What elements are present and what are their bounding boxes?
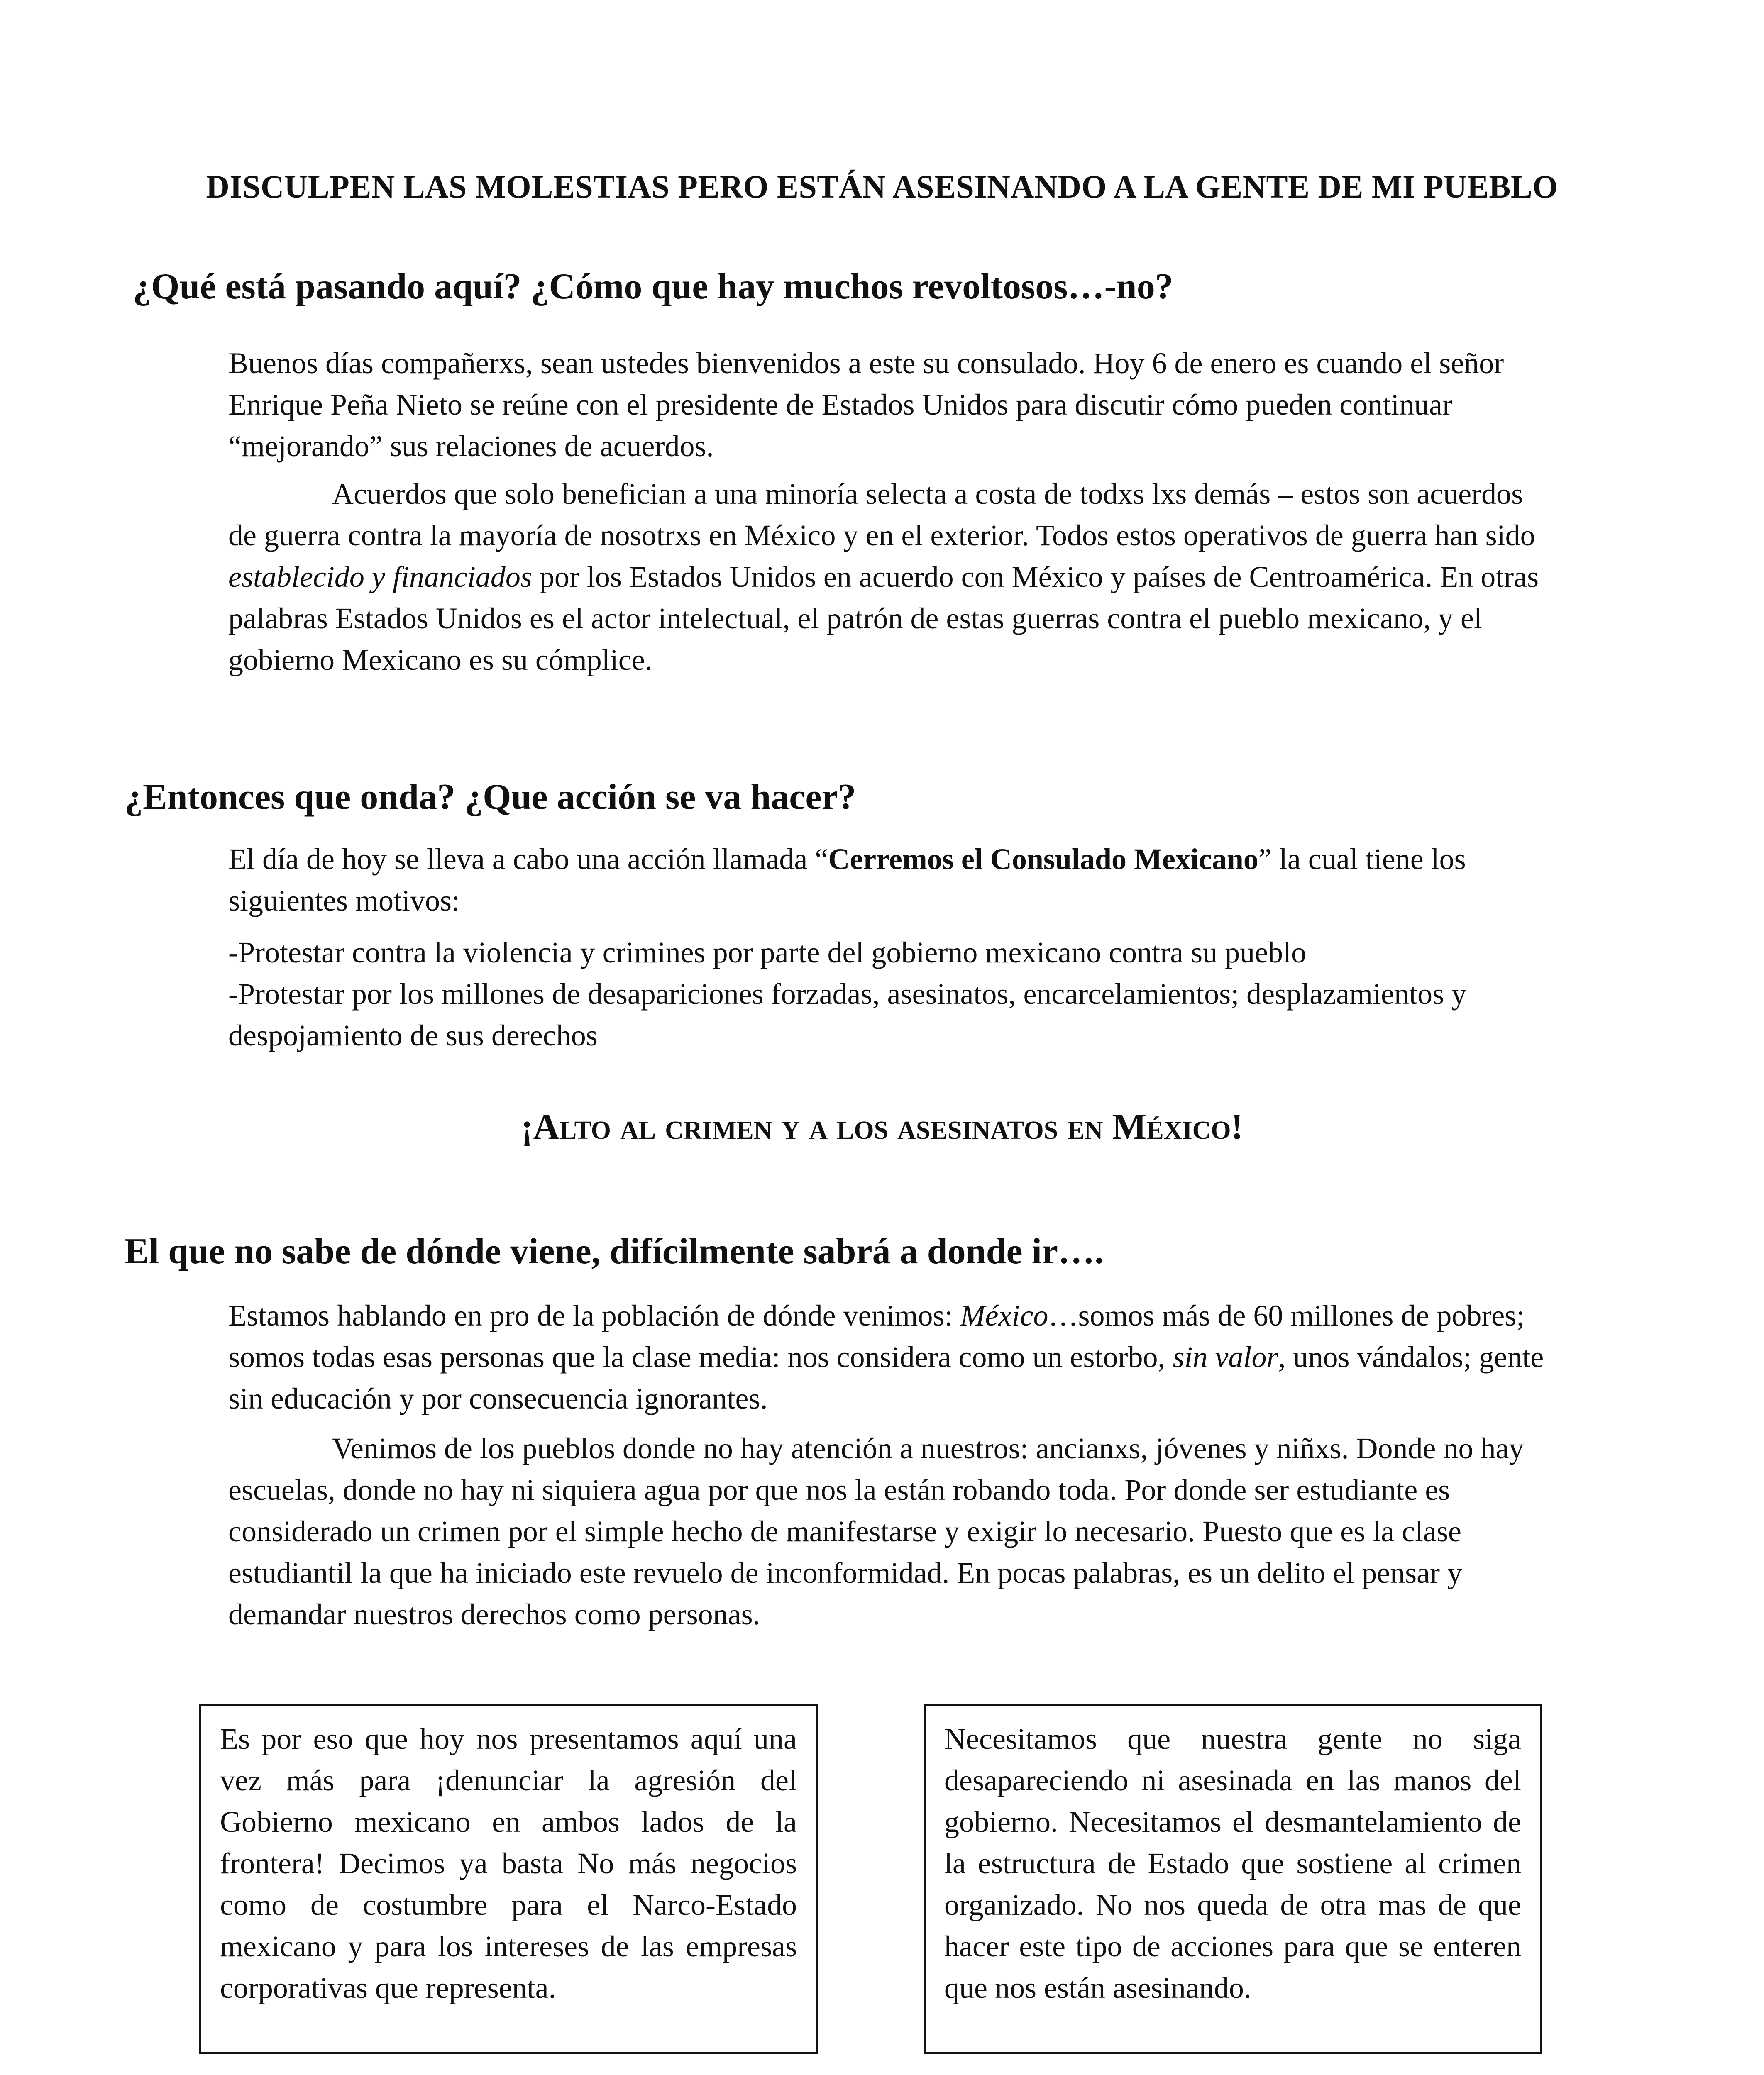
section-heading-action: ¿Entonces que onda? ¿Que acción se va hacer? [125,777,856,817]
action-text-b: ” la cual tiene los siguientes motivos: [228,842,1466,917]
agreements-text-b: por los Estados Unidos en acuerdo con México y países de Centroamérica. En otras palabras Estados Unidos es el actor intelectual, el patrón de estas guerras contra el pueblo mexicano, y el gobierno Mexicano es su cómplice. [228,560,1539,676]
population-emphasis-sin-valor: sin valor [1173,1340,1278,1374]
denounce-box [199,1704,818,2054]
motive-item-disappearances: -Protestar por los millones de desapariciones forzadas, asesinatos, encarcelamientos; desplazamientos y despojamiento de sus derechos [228,977,1467,1052]
slogan: ¡Alto al crimen y a los asesinatos en México! [521,1107,1243,1147]
population-text-b: …somos más de 60 millones de pobres; somos todas esas personas que la clase media: nos considera como un estorbo, [228,1299,1525,1374]
agreements-paragraph [228,473,1556,681]
denounce-box-text: Es por eso que hoy nos presentamos aquí una vez más para ¡denunciar la agresión del Gobierno mexicano en ambos lados de la frontera! Decimos ya basta No más negocios como de costumbre para el Narco-Estado mexicano y para los intereses de las empresas corporativas que representa. [220,1722,797,2004]
agreements-emphasis: establecido y financiados [228,560,532,593]
action-text-a: El día de hoy se lleva a cabo una acción llamada “ [228,842,828,876]
population-paragraph [228,1295,1556,1419]
page-title: DISCULPEN LAS MOLESTIAS PERO ESTÁN ASESINANDO A LA GENTE DE MI PUEBLO [206,168,1558,205]
section-heading-origins: El que no sabe de dónde viene, difícilmente sabrá a donde ir…. [125,1231,1104,1272]
demands-box-text: Necesitamos que nuestra gente no siga desapareciendo ni asesinada en las manos del gobierno. Necesitamos el desmantelamiento de la estructura de Estado que sostiene al crimen organizado. No nos queda de otra mas de que hacer este tipo de acciones para que se enteren que nos están asesinando. [944,1722,1521,2004]
agreements-text-a: Acuerdos que solo benefician a una minoría selecta a costa de todxs lxs demás – estos son acuerdos de guerra contra la mayoría de nosotrxs en México y en el exterior. Todos estos operativos de guerra han sido [228,477,1535,552]
population-text-a: Estamos hablando en pro de la población de dónde venimos: [228,1299,960,1332]
intro-paragraph: Buenos días compañerxs, sean ustedes bienvenidos a este su consulado. Hoy 6 de enero es cuando el señor Enrique Peña Nieto se reúne con el presidente de Estados Unidos para discutir cómo pueden continuar “mejorando” sus relaciones de acuerdos. [228,347,1504,463]
demands-box [924,1704,1542,2054]
population-text-c: , unos vándalos; gente sin educación y por consecuencia ignorantes. [228,1340,1544,1415]
population-emphasis-mexico: México [960,1299,1048,1332]
action-paragraph [228,838,1556,921]
section-heading-what-is-happening: ¿Qué está pasando aquí? ¿Cómo que hay muchos revoltosos…-no? [133,266,1173,307]
action-name: Cerremos el Consulado Mexicano [828,842,1258,876]
motive-item-violence: -Protestar contra la violencia y crimines por parte del gobierno mexicano contra su pueblo [228,936,1307,969]
towns-paragraph: Venimos de los pueblos donde no hay atención a nuestros: ancianxs, jóvenes y niñxs. Donde no hay escuelas, donde no hay ni siquiera agua por que nos la están robando toda. Por donde ser estudiante es considerado un crimen por el simple hecho de manifestarse y exigir lo necesario. Puesto que es la clase estudiantil la que ha iniciado este revuelo de inconformidad. En pocas palabras, es un delito el pensar y demandar nuestros derechos como personas. [228,1432,1524,1631]
